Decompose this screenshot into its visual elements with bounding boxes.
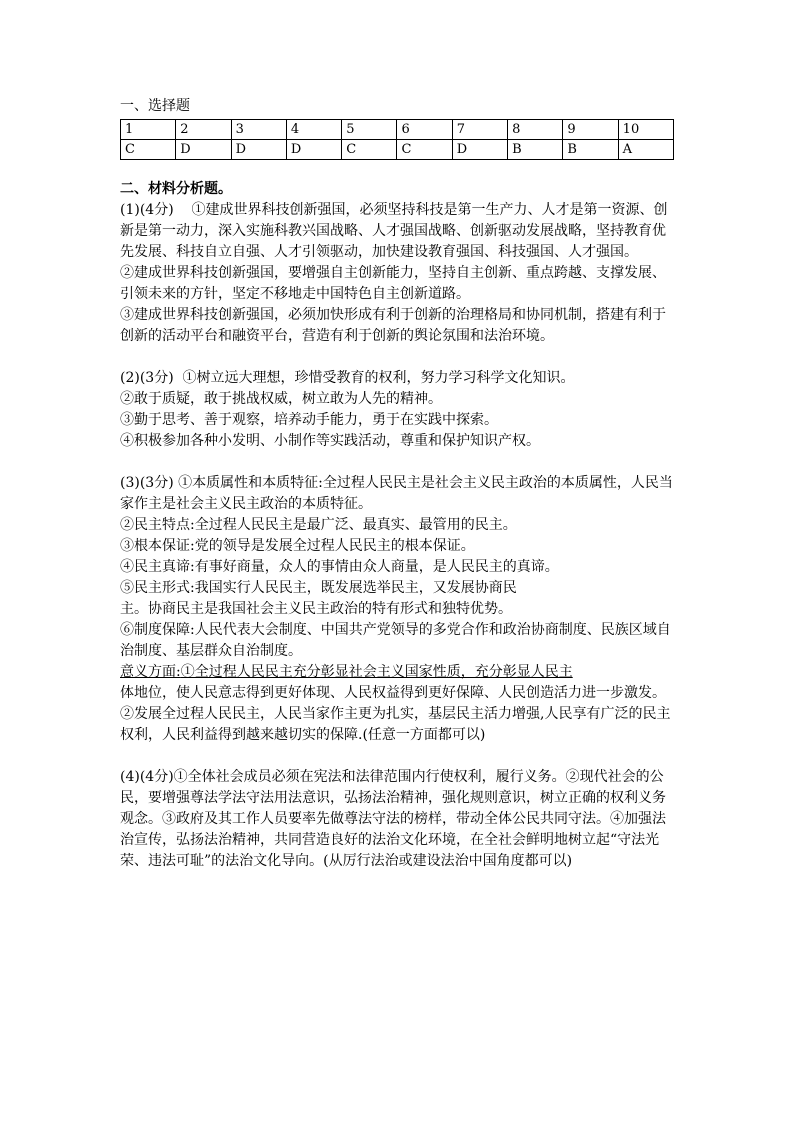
table-cell: 10 <box>618 120 673 140</box>
question-2-answer <box>120 368 676 452</box>
table-cell: C <box>397 140 452 160</box>
table-cell: 6 <box>397 120 452 140</box>
table-row-answers <box>121 140 674 160</box>
section-2-title: 二、材料分析题。 <box>120 181 232 197</box>
table-row-numbers <box>121 120 674 140</box>
paragraph: ⑤民主形式:我国实行人民民主，既发展选举民主，又发展协商民 <box>120 580 517 596</box>
table-cell: 2 <box>176 120 231 140</box>
paragraph: (1)(4分) ①建成世界科技创新强国，必须坚持科技是第一生产力、人才是第一资源、创新是第一动力，深入实施科教兴国战略、人才强国战略、创新驱动发展战略，坚持教育优先发展、科技自立自强、人才引领驱动，加快建设教育强国、科技强国、人才强国。 <box>120 202 668 260</box>
table-cell: A <box>618 140 673 160</box>
table-cell: D <box>452 140 507 160</box>
paragraph: (3)(3分) ①本质属性和本质特征:全过程人民民主是社会主义民主政治的本质属性，人民当家作主是社会主义民主政治的本质特征。 <box>120 475 673 512</box>
paragraph: ②建成世界科技创新强国，要增强自主创新能力，坚持自主创新、重点跨越、支撑发展、引领未来的方针，坚定不移地走中国特色自主创新道路。 <box>120 265 666 302</box>
table-cell: 1 <box>121 120 176 140</box>
table-cell: 8 <box>508 120 563 140</box>
paragraph: ④民主真谛:有事好商量，众人的事情由众人商量，是人民民主的真谛。 <box>120 559 559 575</box>
table-cell: 7 <box>452 120 507 140</box>
answer-table <box>120 119 674 160</box>
table-cell: 5 <box>342 120 397 140</box>
meaning-label: 意义方面: <box>120 664 181 680</box>
paragraph: 主。协商民主是我国社会主义民主政治的特有形式和独特优势。 <box>120 601 512 617</box>
table-cell: C <box>121 140 176 160</box>
table-cell: D <box>286 140 341 160</box>
spacer <box>120 452 676 473</box>
paragraph: ②敢于质疑，敢于挑战权威，树立敢为人先的精神。 <box>120 391 442 407</box>
meaning-line-1: ①全过程人民民主充分彰显社会主义国家性质，充分彰显人民主 <box>180 664 573 680</box>
table-cell: B <box>563 140 618 160</box>
paragraph: (4)(4分)①全体社会成员必须在宪法和法律范围内行使权利，履行义务。②现代社会的公民，要增强尊法学法守法用法意识，弘扬法治精神，强化规则意识，树立正确的权利义务观念。③政府及其工作人员要率先做尊法守法的榜样，带动全体公民共同守法。④加强法治宣传，弘扬法治精神，共同营造良好的法治文化环境，在全社会鲜明地树立起“守法光荣、违法可耻”的法治文化导向。(从厉行法治或建设法治中国角度都可以) <box>120 769 666 869</box>
paragraph: ②发展全过程人民民主，人民当家作主更为扎实，基层民主活力增强,人民享有广泛的民主权利，人民利益得到越来越切实的保障.(任意一方面都可以) <box>120 706 671 743</box>
table-cell: 9 <box>563 120 618 140</box>
paragraph: 体地位，使人民意志得到更好体现、人民权益得到更好保障、人民创造活力进一步激发。 <box>120 685 666 701</box>
table-cell: C <box>342 140 397 160</box>
paragraph: ②民主特点:全过程人民民主是最广泛、最真实、最管用的民主。 <box>120 517 517 533</box>
paragraph: ⑥制度保障:人民代表大会制度、中国共产党领导的多党合作和政治协商制度、民族区域自治制度、基层群众自治制度。 <box>120 622 671 659</box>
paragraph: (2)(3分) ①树立远大理想，珍惜受教育的权利，努力学习科学文化知识。 <box>120 370 575 386</box>
table-cell: D <box>176 140 231 160</box>
table-cell: D <box>231 140 286 160</box>
table-cell: 3 <box>231 120 286 140</box>
question-3-answer <box>120 473 676 746</box>
section-1-title: 一、选择题 <box>120 98 190 114</box>
answer-key-content <box>120 96 676 872</box>
spacer <box>120 746 676 767</box>
meaning-paragraph <box>120 662 676 683</box>
spacer <box>120 347 676 368</box>
paragraph: ③根本保证:党的领导是发展全过程人民民主的根本保证。 <box>120 538 475 554</box>
table-cell: B <box>508 140 563 160</box>
paragraph: ③建成世界科技创新强国，必须加快形成有利于创新的治理格局和协同机制，搭建有利于创新的活动平台和融资平台，营造有利于创新的舆论氛围和法治环境。 <box>120 307 666 344</box>
question-1-answer <box>120 200 676 347</box>
paragraph: ④积极参加各种小发明、小制作等实践活动，尊重和保护知识产权。 <box>120 433 540 449</box>
question-4-answer <box>120 767 676 872</box>
paragraph: ③勤于思考、善于观察，培养动手能力，勇于在实践中探索。 <box>120 412 498 428</box>
table-cell: 4 <box>286 120 341 140</box>
